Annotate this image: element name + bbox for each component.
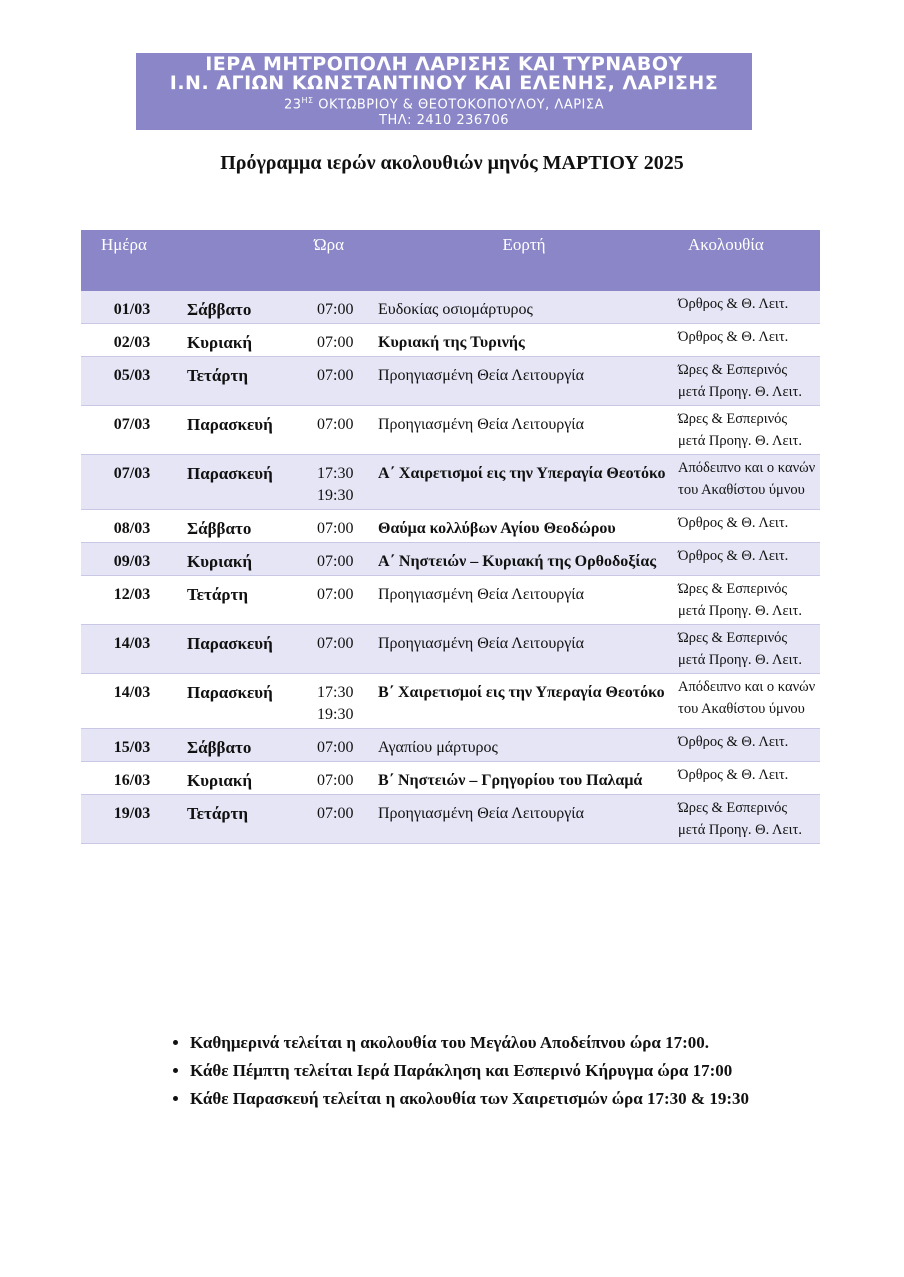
row-time: 07:00: [313, 510, 374, 543]
row-service: Ώρες & Εσπερινός μετά Προηγ. Θ. Λειτ.: [674, 795, 820, 844]
row-weekday: Κυριακή: [183, 324, 313, 357]
row-time: 07:00: [313, 324, 374, 357]
row-service: Απόδειπνο και ο κανών του Ακαθίστου ύμνου: [674, 455, 820, 510]
row-feast: Αγαπίου μάρτυρος: [374, 729, 674, 762]
header-time: Ώρα: [313, 230, 374, 291]
row-service: Ώρες & Εσπερινός μετά Προηγ. Θ. Λειτ.: [674, 576, 820, 625]
header-spacer: [183, 230, 313, 291]
row-weekday: Τετάρτη: [183, 357, 313, 406]
table-row: [81, 795, 820, 844]
row-feast: Προηγιασμένη Θεία Λειτουργία: [374, 576, 674, 625]
table-row: [81, 324, 820, 357]
row-time: 07:00: [313, 543, 374, 576]
row-time: 07:00: [313, 625, 374, 674]
row-time: 17:30 19:30: [313, 674, 374, 729]
row-service: Όρθρος & Θ. Λειτ.: [674, 762, 820, 795]
table-row: [81, 543, 820, 576]
table-row: [81, 291, 820, 324]
schedule-rows: [81, 291, 820, 844]
table-header-row: [81, 230, 820, 291]
row-weekday: Σάββατο: [183, 729, 313, 762]
header-service: Ακολουθία: [674, 230, 820, 291]
row-time: 07:00: [313, 357, 374, 406]
row-weekday: Κυριακή: [183, 762, 313, 795]
table-row: [81, 455, 820, 510]
table-row: [81, 674, 820, 729]
row-time: 17:30 19:30: [313, 455, 374, 510]
row-weekday: Τετάρτη: [183, 795, 313, 844]
row-feast: Προηγιασμένη Θεία Λειτουργία: [374, 795, 674, 844]
row-feast: Κυριακή της Τυρινής: [374, 324, 674, 357]
row-feast: Β΄ Χαιρετισμοί εις την Υπεραγία Θεοτόκο: [374, 674, 674, 729]
row-weekday: Σάββατο: [183, 510, 313, 543]
church-phone: ΤΗΛ: 2410 236706: [379, 113, 509, 129]
row-weekday: Σάββατο: [183, 291, 313, 324]
row-date: 19/03: [81, 795, 183, 844]
row-time: 07:00: [313, 795, 374, 844]
notes-list: [160, 1030, 810, 1114]
row-time: 07:00: [313, 406, 374, 455]
row-service: Ώρες & Εσπερινός μετά Προηγ. Θ. Λειτ.: [674, 357, 820, 406]
row-date: 15/03: [81, 729, 183, 762]
row-service: Όρθρος & Θ. Λειτ.: [674, 729, 820, 762]
page-title: Πρόγραμμα ιερών ακολουθιών μηνός ΜΑΡΤΙΟΥ 2025: [220, 152, 684, 174]
note-item: • Καθημερινά τελείται η ακολουθία του Μεγάλου Αποδείπνου ώρα 17:00.: [190, 1030, 810, 1056]
note-item: • Κάθε Πέμπτη τελείται Ιερά Παράκληση και Εσπερινό Κήρυγμα ώρα 17:00: [190, 1058, 810, 1084]
church-name: Ι.Ν. ΑΓΙΩΝ ΚΩΝΣΤΑΝΤΙΝΟΥ ΚΑΙ ΕΛΕΝΗΣ, ΛΑΡΙΣΗΣ: [169, 72, 719, 94]
row-date: 16/03: [81, 762, 183, 795]
row-time: 07:00: [313, 576, 374, 625]
row-weekday: Παρασκευή: [183, 674, 313, 729]
row-date: 07/03: [81, 406, 183, 455]
church-address: $23^{H\Sigma}$ ΟΚΤΩΒΡΙΟΥ & ΘΕΟΤΟΚΟΠΟΥΛΟΥ, ΛΑΡΙΣΑ: [283, 96, 604, 113]
metropolis-name: ΙΕΡΑ ΜΗΤΡΟΠΟΛΗ ΛΑΡΙΣΗΣ ΚΑΙ ΤΥΡΝΑΒΟΥ: [205, 53, 683, 75]
row-feast: Προηγιασμένη Θεία Λειτουργία: [374, 357, 674, 406]
row-date: 14/03: [81, 625, 183, 674]
row-date: 02/03: [81, 324, 183, 357]
row-feast: Προηγιασμένη Θεία Λειτουργία: [374, 406, 674, 455]
row-service: Όρθρος & Θ. Λειτ.: [674, 543, 820, 576]
table-row: [81, 576, 820, 625]
table-row: [81, 357, 820, 406]
row-service: Όρθρος & Θ. Λειτ.: [674, 324, 820, 357]
row-date: 01/03: [81, 291, 183, 324]
row-weekday: Παρασκευή: [183, 455, 313, 510]
row-feast: Β΄ Νηστειών – Γρηγορίου του Παλαμά: [374, 762, 674, 795]
row-service: Απόδειπνο και ο κανών του Ακαθίστου ύμνου: [674, 674, 820, 729]
row-weekday: Τετάρτη: [183, 576, 313, 625]
schedule-table: [81, 230, 820, 844]
table-row: [81, 510, 820, 543]
row-service: Ώρες & Εσπερινός μετά Προηγ. Θ. Λειτ.: [674, 625, 820, 674]
row-service: Όρθρος & Θ. Λειτ.: [674, 510, 820, 543]
row-date: 12/03: [81, 576, 183, 625]
church-header-banner: [136, 53, 752, 130]
row-service: Ώρες & Εσπερινός μετά Προηγ. Θ. Λειτ.: [674, 406, 820, 455]
row-feast: Προηγιασμένη Θεία Λειτουργία: [374, 625, 674, 674]
row-date: 14/03: [81, 674, 183, 729]
table-row: [81, 729, 820, 762]
row-feast: Θαύμα κολλύβων Αγίου Θεοδώρου: [374, 510, 674, 543]
row-time: 07:00: [313, 762, 374, 795]
row-date: 07/03: [81, 455, 183, 510]
table-row: [81, 762, 820, 795]
table-row: [81, 625, 820, 674]
header-day: Ημέρα: [81, 230, 183, 291]
row-date: 08/03: [81, 510, 183, 543]
row-weekday: Παρασκευή: [183, 406, 313, 455]
note-item: • Κάθε Παρασκευή τελείται η ακολουθία των Χαιρετισμών ώρα 17:30 & 19:30: [190, 1086, 810, 1112]
row-feast: Ευδοκίας οσιομάρτυρος: [374, 291, 674, 324]
header-feast: Εορτή: [374, 230, 674, 291]
row-weekday: Κυριακή: [183, 543, 313, 576]
row-time: 07:00: [313, 291, 374, 324]
row-service: Όρθρος & Θ. Λειτ.: [674, 291, 820, 324]
row-date: 05/03: [81, 357, 183, 406]
table-row: [81, 406, 820, 455]
row-feast: Α΄ Χαιρετισμοί εις την Υπεραγία Θεοτόκο: [374, 455, 674, 510]
row-date: 09/03: [81, 543, 183, 576]
row-weekday: Παρασκευή: [183, 625, 313, 674]
row-feast: Α΄ Νηστειών – Κυριακή της Ορθοδοξίας: [374, 543, 674, 576]
row-time: 07:00: [313, 729, 374, 762]
